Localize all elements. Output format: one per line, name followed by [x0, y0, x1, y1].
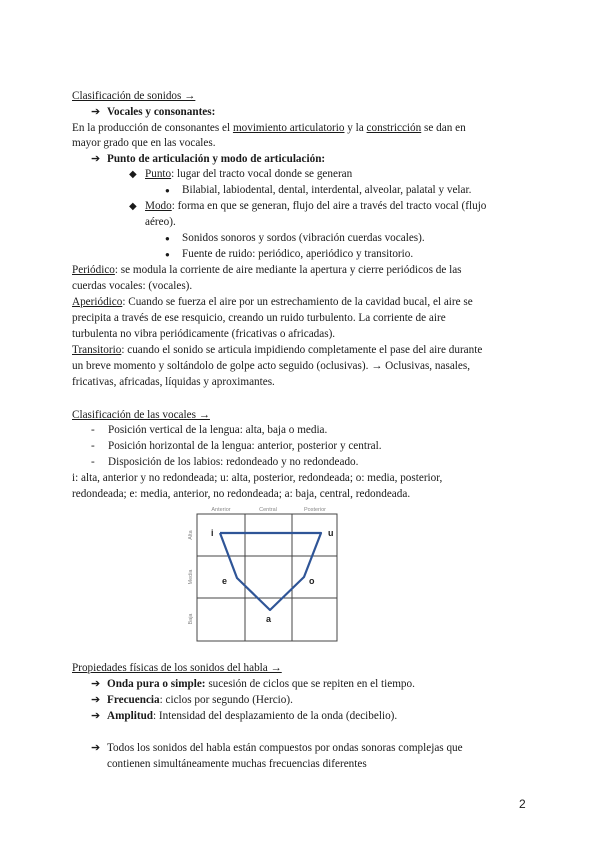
vowel-i: i	[211, 528, 214, 538]
definition-aperiodico-line2: precipita a través de ese resquicio, creando un ruido turbulento. La corriente de aire	[72, 312, 446, 324]
col-label-posterior: Posterior	[303, 507, 327, 513]
vowel-o: o	[309, 576, 315, 586]
arrow-item-frecuencia: ➔ Frecuencia: ciclos por segundo (Hercio).	[91, 694, 293, 706]
definition-aperiodico-line3: turbulenta no vibra periódicamente (fricativas o africadas).	[72, 328, 336, 340]
arrow-item-vocales-consonantes: ➔ Vocales y consonantes:	[91, 106, 216, 118]
definition-periodico: Periódico: se modula la corriente de aire mediante la apertura y cierre periódicos de las	[72, 264, 462, 276]
definition-transitorio-line2: un breve momento y soltándolo de golpe acto seguido (oclusivas). → Oclusivas, nasales,	[72, 360, 471, 372]
dash-item-vertical: - Posición vertical de la lengua: alta, baja o media.	[91, 424, 328, 436]
arrow-icon: ➔	[91, 694, 101, 706]
arrow-icon: ➔	[91, 742, 101, 754]
col-label-anterior: Anterior	[211, 507, 231, 513]
vowels-description-line1: i: alta, anterior y no redondeada; u: alta, posterior, redondeada; o: media, posterior,	[72, 472, 443, 484]
dash-item-labios: - Disposición de los labios: redondeado y no redondeado.	[91, 456, 359, 468]
arrow-item-amplitud: ➔ Amplitud: Intensidad del desplazamiento de la onda (decibelio).	[91, 710, 398, 722]
diamond-bullet-icon: ◆	[129, 169, 137, 180]
paragraph-consonantes: En la producción de consonantes el movimiento articulatorio y la constricción se dan en	[72, 122, 466, 134]
vowel-a: a	[266, 614, 272, 624]
vowel-chart	[180, 502, 350, 644]
dot-item-punto-lista: ● Bilabial, labiodental, dental, interdental, alveolar, palatal y velar.	[165, 184, 472, 196]
diamond-item-punto: ◆ Punto: lugar del tracto vocal donde se generan	[129, 168, 353, 180]
dash-bullet-icon: -	[91, 440, 95, 452]
vowel-u: u	[328, 528, 334, 538]
section-title-propiedades: Propiedades físicas de los sonidos del habla →	[72, 662, 282, 674]
arrow-item-onda-pura: ➔ Onda pura o simple: sucesión de ciclos que se repiten en el tiempo.	[91, 678, 415, 690]
row-label-alta: Alta	[188, 530, 194, 540]
definition-transitorio: Transitorio: cuando el sonido se articula impidiendo completamente el pase del aire durante	[72, 344, 483, 356]
paragraph-consonantes-line2: mayor grado que en las vocales.	[72, 137, 216, 149]
dash-item-horizontal: - Posición horizontal de la lengua: anterior, posterior y central.	[91, 440, 382, 452]
definition-transitorio-line3: fricativas, africadas, líquidas y aproximantes.	[72, 376, 275, 388]
page-number: 2	[519, 797, 526, 811]
diamond-item-modo-line2: aéreo).	[145, 216, 176, 228]
row-label-baja: Baja	[188, 613, 194, 625]
dot-bullet-icon: ●	[165, 234, 170, 243]
dot-bullet-icon: ●	[165, 250, 170, 259]
vowels-description-line2: redondeada; e: media, anterior, no redondeada; a: baja, central, redondeada.	[72, 488, 411, 500]
diamond-item-modo: ◆ Modo: forma en que se generan, flujo del aire a través del tracto vocal (flujo	[129, 200, 487, 212]
arrow-item-ondas-complejas: ➔ Todos los sonidos del habla están compuestos por ondas sonoras complejas que	[91, 742, 463, 754]
section-title-clasificacion-sonidos: Clasificación de sonidos →	[72, 90, 196, 102]
dot-item-sonoros-sordos: ● Sonidos sonoros y sordos (vibración cuerdas vocales).	[165, 232, 425, 244]
arrow-item-punto-modo: ➔ Punto de articulación y modo de articulación:	[91, 153, 326, 165]
arrow-item-ondas-complejas-line2: contienen simultáneamente muchas frecuencias diferentes	[107, 758, 367, 770]
definition-aperiodico: Aperiódico: Cuando se fuerza el aire por un estrechamiento de la cavidad bucal, el aire se	[72, 296, 473, 308]
row-label-media: Media	[188, 569, 194, 585]
vowel-e: e	[222, 576, 228, 586]
arrow-icon: ➔	[91, 678, 101, 690]
dot-item-fuente-ruido: ● Fuente de ruido: periódico, aperiódico y transitorio.	[165, 248, 414, 260]
col-label-central: Central	[259, 507, 277, 513]
arrow-icon: ➔	[91, 106, 101, 118]
dash-bullet-icon: -	[91, 456, 95, 468]
dash-bullet-icon: -	[91, 424, 95, 436]
diamond-bullet-icon: ◆	[129, 201, 137, 212]
arrow-icon: ➔	[91, 153, 101, 165]
section-title-clasificacion-vocales: Clasificación de las vocales →	[72, 409, 210, 421]
definition-periodico-line2: cuerdas vocales: (vocales).	[72, 280, 193, 292]
dot-bullet-icon: ●	[165, 186, 170, 195]
arrow-icon: ➔	[91, 710, 101, 722]
